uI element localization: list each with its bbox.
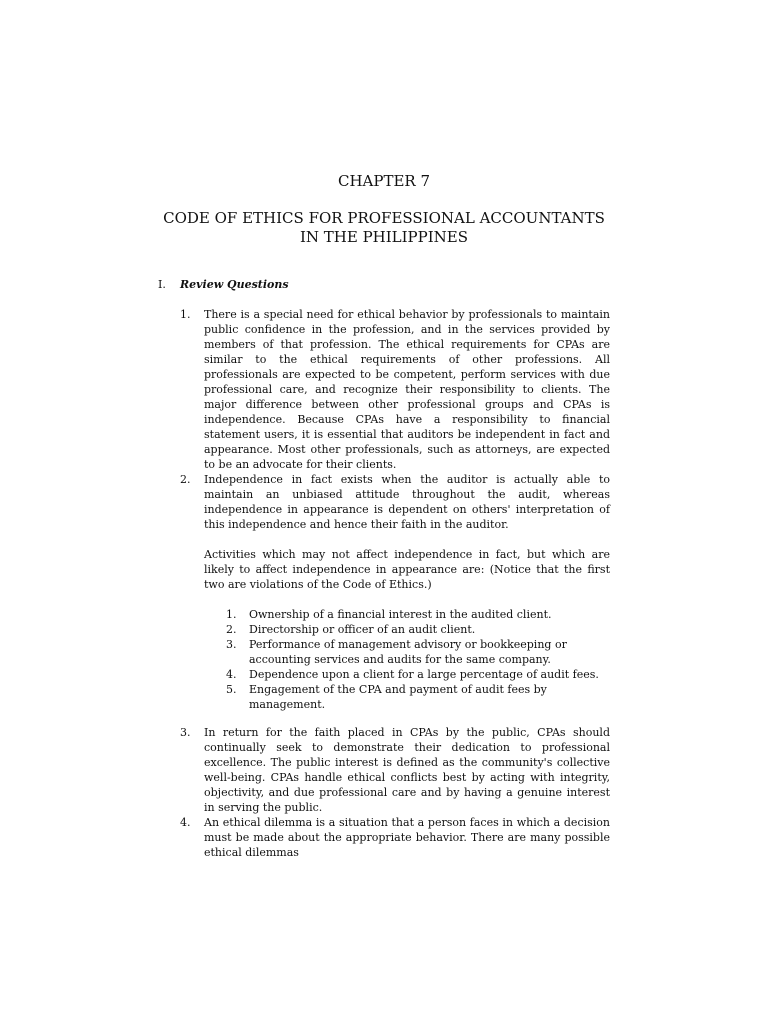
item-text-continued: Activities which may not affect independence in fact, but which are likely to affect independence in appearance are: (Notice that the first two are violations of the Code of Ethics.) [204, 548, 610, 591]
review-question-3 [180, 725, 610, 815]
list-item-number: 4. [226, 668, 237, 681]
item-number: 1. [180, 308, 191, 321]
item-text: An ethical dilemma is a situation that a person faces in which a decision must be made about the appropriate behavior. There are many possible ethical dilemmas [204, 816, 610, 859]
list-item-text: Dependence upon a client for a large percentage of audit fees. [249, 668, 599, 681]
list-item [226, 622, 610, 637]
list-item [226, 637, 610, 667]
item-text: There is a special need for ethical behavior by professionals to maintain public confidence in the profession, and in the services provided by members of that profession. The ethical requirements for CPAs are similar to the ethical requirements of other professions. All professionals are expected to be competent, perform services with due professional care, and recognize their responsibility to clients. The major difference between other professional groups and CPAs is independence. Because CPAs have a responsibility to financial statement users, it is essential that auditors be independent in fact and appearance. Most other professionals, such as attorneys, are expected to be an advocate for their clients. [204, 308, 610, 471]
review-question-4 [180, 815, 610, 860]
list-item-text: Performance of management advisory or bookkeeping or accounting services and audits for the same company. [249, 638, 567, 666]
list-item-number: 1. [226, 608, 237, 621]
review-question-2 [180, 472, 610, 712]
list-item-text: Directorship or officer of an audit client. [249, 623, 476, 636]
section-heading-text: Review Questions [180, 278, 289, 291]
activities-list [204, 607, 610, 712]
item-text: In return for the faith placed in CPAs by the public, CPAs should continually seek to demonstrate their dedication to professional excellence. The public interest is defined as the community's collective well-being. CPAs handle ethical conflicts best by acting with integrity, objectivity, and due professional care and by having a genuine interest in serving the public. [204, 726, 610, 814]
list-item-number: 3. [226, 638, 237, 651]
item-text: Independence in fact exists when the auditor is actually able to maintain an unbiased attitude throughout the audit, whereas independence in appearance is dependent on others' interpretation of this independence and hence their faith in the auditor. [204, 473, 610, 531]
list-item-number: 2. [226, 623, 237, 636]
review-question-1 [180, 307, 610, 472]
list-item-text: Engagement of the CPA and payment of audit fees by management. [249, 683, 547, 711]
list-item-text: Ownership of a financial interest in the audited client. [249, 608, 552, 621]
item-number: 3. [180, 726, 191, 739]
document-title-line-1: CODE OF ETHICS FOR PROFESSIONAL ACCOUNTANTS [163, 209, 605, 227]
document-title [0, 209, 768, 247]
item-number: 2. [180, 473, 191, 486]
section-number: I. [158, 278, 166, 291]
chapter-title: CHAPTER 7 [337, 172, 431, 190]
list-item-number: 5. [226, 683, 237, 696]
document-title-line-2: IN THE PHILIPPINES [299, 228, 469, 246]
item-number: 4. [180, 816, 191, 829]
section-heading [158, 278, 289, 292]
list-item [226, 667, 610, 682]
list-item [226, 682, 610, 712]
list-item [226, 607, 610, 622]
